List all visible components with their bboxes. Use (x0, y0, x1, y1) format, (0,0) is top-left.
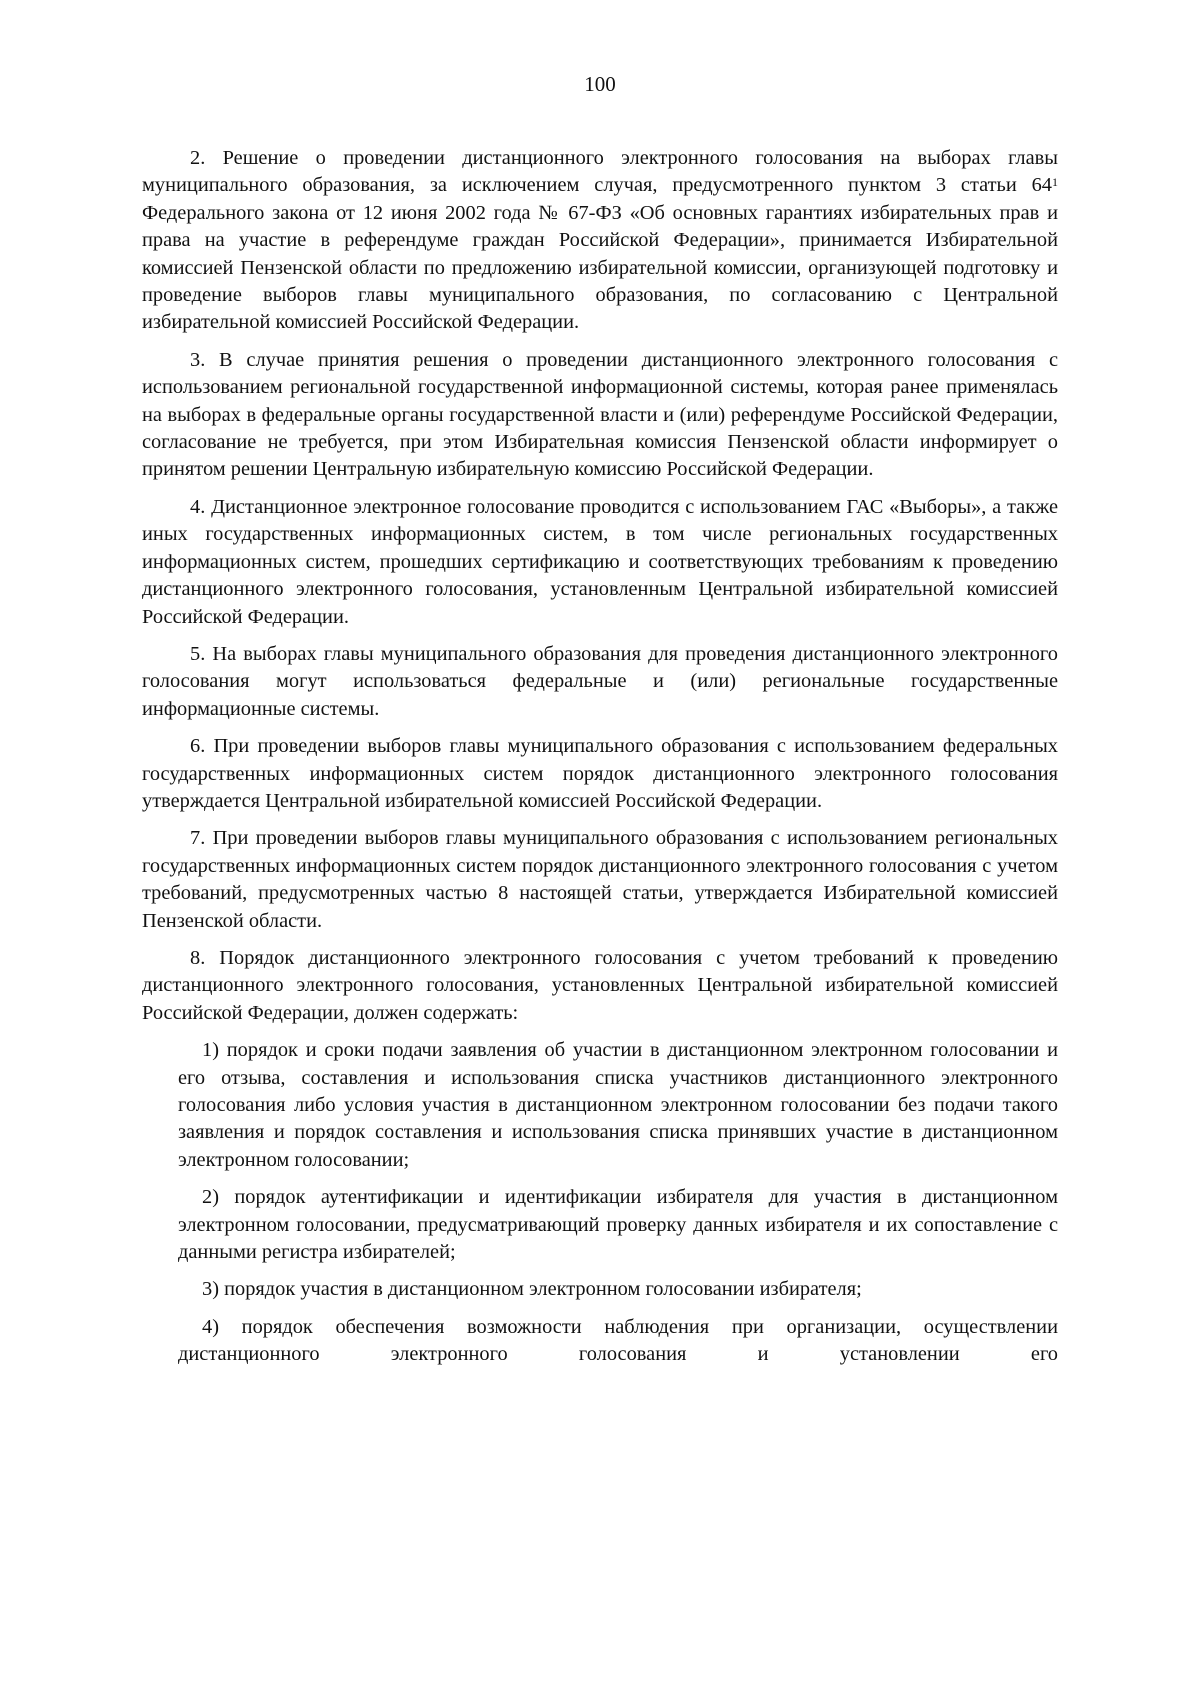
subitem-3: 3) порядок участия в дистанционном электронном голосовании избирателя; (202, 1278, 862, 1301)
page-number: 100 (584, 72, 616, 96)
paragraph-6: 6. При проведении выборов главы муниципального образования с использованием федеральных государственных информационных систем порядок дистанционного электронного голосования утверждается Центральной избирательной комиссией Российской Федерации. (142, 735, 1058, 812)
document-body (142, 145, 1058, 1369)
subitem-1: 1) порядок и сроки подачи заявления об участии в дистанционном электронном голосовании и его отзыва, составления и использования списка участников дистанционного электронного голосования либо условия участия в дистанционном электронном голосовании без подачи такого заявления и порядок составления и использования списка принявших участие в дистанционном электронном голосовании; (178, 1039, 1058, 1171)
paragraph-5: 5. На выборах главы муниципального образования для проведения дистанционного электронного голосования могут использоваться федеральные и (или) региональные государственные информационные системы. (142, 642, 1058, 720)
paragraph-2-text-b: Федерального закона от 12 июня 2002 года № 67-ФЗ «Об основных гарантиях избирательных прав и права на участие в референдуме граждан Российской Федерации», принимается Избирательной комиссией Пензенской области по предложению избирательной комиссии, организующей подготовку и проведение выборов главы муниципального образования, по согласованию с Центральной избирательной комиссией Российской Федерации. (142, 201, 1058, 334)
paragraph-2-text-a: 2. Решение о проведении дистанционного электронного голосования на выборах главы муниципального образования, за исключением случая, предусмотренного пунктом 3 статьи 64 (142, 147, 1058, 197)
paragraph-4: 4. Дистанционное электронное голосование проводится с использованием ГАС «Выборы», а также иных государственных информационных систем, в том числе региональных государственных информационных систем, прошедших сертификацию и соответствующих требованиям к проведению дистанционного электронного голосования, установленным Центральной избирательной комиссией Российской Федерации. (142, 495, 1058, 628)
subitem-4: 4) порядок обеспечения возможности наблюдения при организации, осуществлении дистанционного электронного голосования и установлении его (178, 1315, 1058, 1366)
subitem-2: 2) порядок аутентификации и идентификации избирателя для участия в дистанционном электронном голосовании, предусматривающий проверку данных избирателя и их сопоставление с данными регистра избирателей; (178, 1186, 1058, 1264)
paragraph-3: 3. В случае принятия решения о проведении дистанционного электронного голосования с использованием региональной государственной информационной системы, которая ранее применялась на выборах в федеральные органы государственной власти и (или) референдуме Российской Федерации, согласование не требуется, при этом Избирательная комиссия Пензенской области информирует о принятом решении Центральную избирательную комиссию Российской Федерации. (142, 348, 1058, 481)
paragraph-2-superscript: 1 (1052, 175, 1058, 190)
paragraph-8: 8. Порядок дистанционного электронного голосования с учетом требований к проведению дистанционного электронного голосования, установленных Центральной избирательной комиссией Российской Федерации, должен содержать: (142, 946, 1058, 1024)
paragraph-2 (142, 145, 1058, 337)
paragraph-7: 7. При проведении выборов главы муниципального образования с использованием региональных государственных информационных систем порядок дистанционного электронного голосования с учетом требований, предусмотренных частью 8 настоящей статьи, утверждается Избирательной комиссией Пензенской области. (142, 827, 1058, 932)
